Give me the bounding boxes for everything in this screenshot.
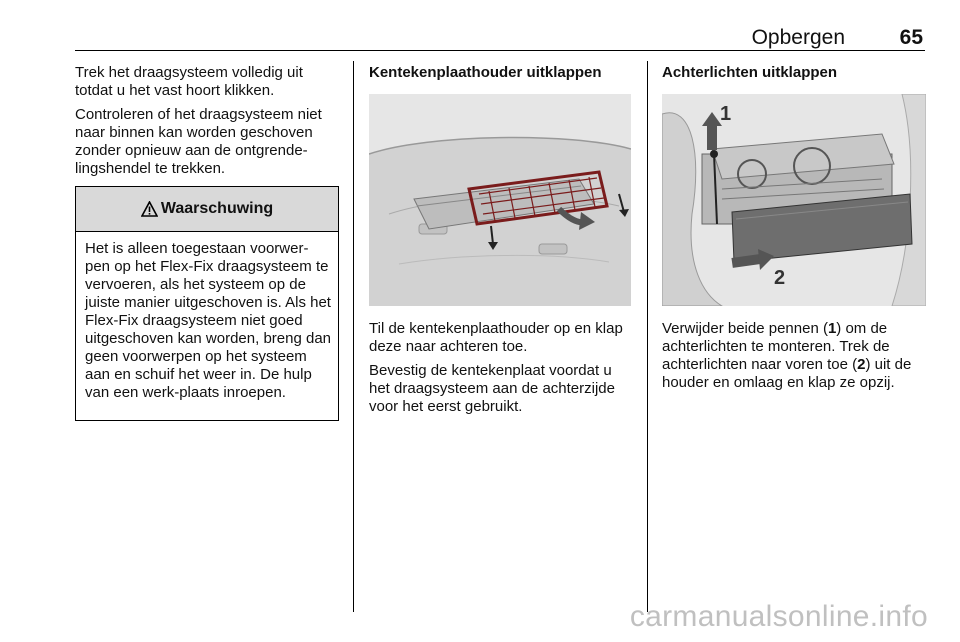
- section-heading: Achterlichten uitklappen: [662, 64, 838, 81]
- warning-box: [75, 186, 339, 421]
- caption-col3: [662, 320, 930, 398]
- page-header: [75, 26, 925, 50]
- tail-light-illustration: [662, 94, 926, 306]
- bold-ref: 1: [827, 320, 837, 337]
- column-divider-1: [353, 61, 354, 612]
- paragraph: Til de kentekenplaathouder op en klap deze naar achteren toe.: [369, 320, 623, 355]
- paragraph: Controleren of het draagsysteem niet naar binnen kan worden geschoven zonder opnieuw aan de ontgrende-lingshendel te trekken.: [75, 106, 322, 177]
- warning-triangle-icon: [141, 201, 158, 217]
- section-heading: Kentekenplaathouder uitklappen: [369, 64, 602, 81]
- paragraph: [662, 320, 930, 392]
- warning-text: Het is alleen toegestaan voorwer-pen op het Flex-Fix draagsysteem te vervoeren, als het systeem op de juiste manier uitgeschoven is. Als het Flex-Fix draagsysteem niet goed uitgeschoven kan worden, breng dan geen voorwerpen op het systeem aan en schuif het weer in. De hulp van een werk-plaats inroepen.: [85, 240, 332, 401]
- column-1: [75, 64, 343, 184]
- text-span: Verwijder beide pennen (: [662, 320, 828, 337]
- license-plate-holder-illustration: [369, 94, 631, 306]
- warning-title: Waarschuwing: [160, 200, 274, 217]
- text-span: ) uit de houder en omlaag en klap ze opzij.: [662, 356, 912, 391]
- figure-label-1: 1: [720, 103, 732, 125]
- warning-header: [76, 187, 338, 232]
- header-rule: [75, 50, 925, 51]
- paragraph: Trek het draagsysteem volledig uit totdat u het vast hoort klikken.: [75, 64, 303, 99]
- figure-label-2: 2: [774, 267, 786, 289]
- column-3: [662, 64, 928, 88]
- text-span: ) om de achterlichten te monteren. Trek de achterlichten naar voren toe (: [662, 320, 890, 373]
- column-2: [369, 64, 633, 88]
- paragraph: Bevestig de kentekenplaat voordat u het draagsysteem aan de achterzijde voor het eerst gebruikt.: [369, 362, 615, 415]
- caption-col2: [369, 320, 635, 422]
- page-number: 65: [899, 26, 923, 49]
- bold-ref: 2: [857, 356, 866, 373]
- page-title: Opbergen: [751, 26, 845, 49]
- watermark: carmanualsonline.info: [629, 600, 928, 633]
- column-divider-2: [647, 61, 648, 612]
